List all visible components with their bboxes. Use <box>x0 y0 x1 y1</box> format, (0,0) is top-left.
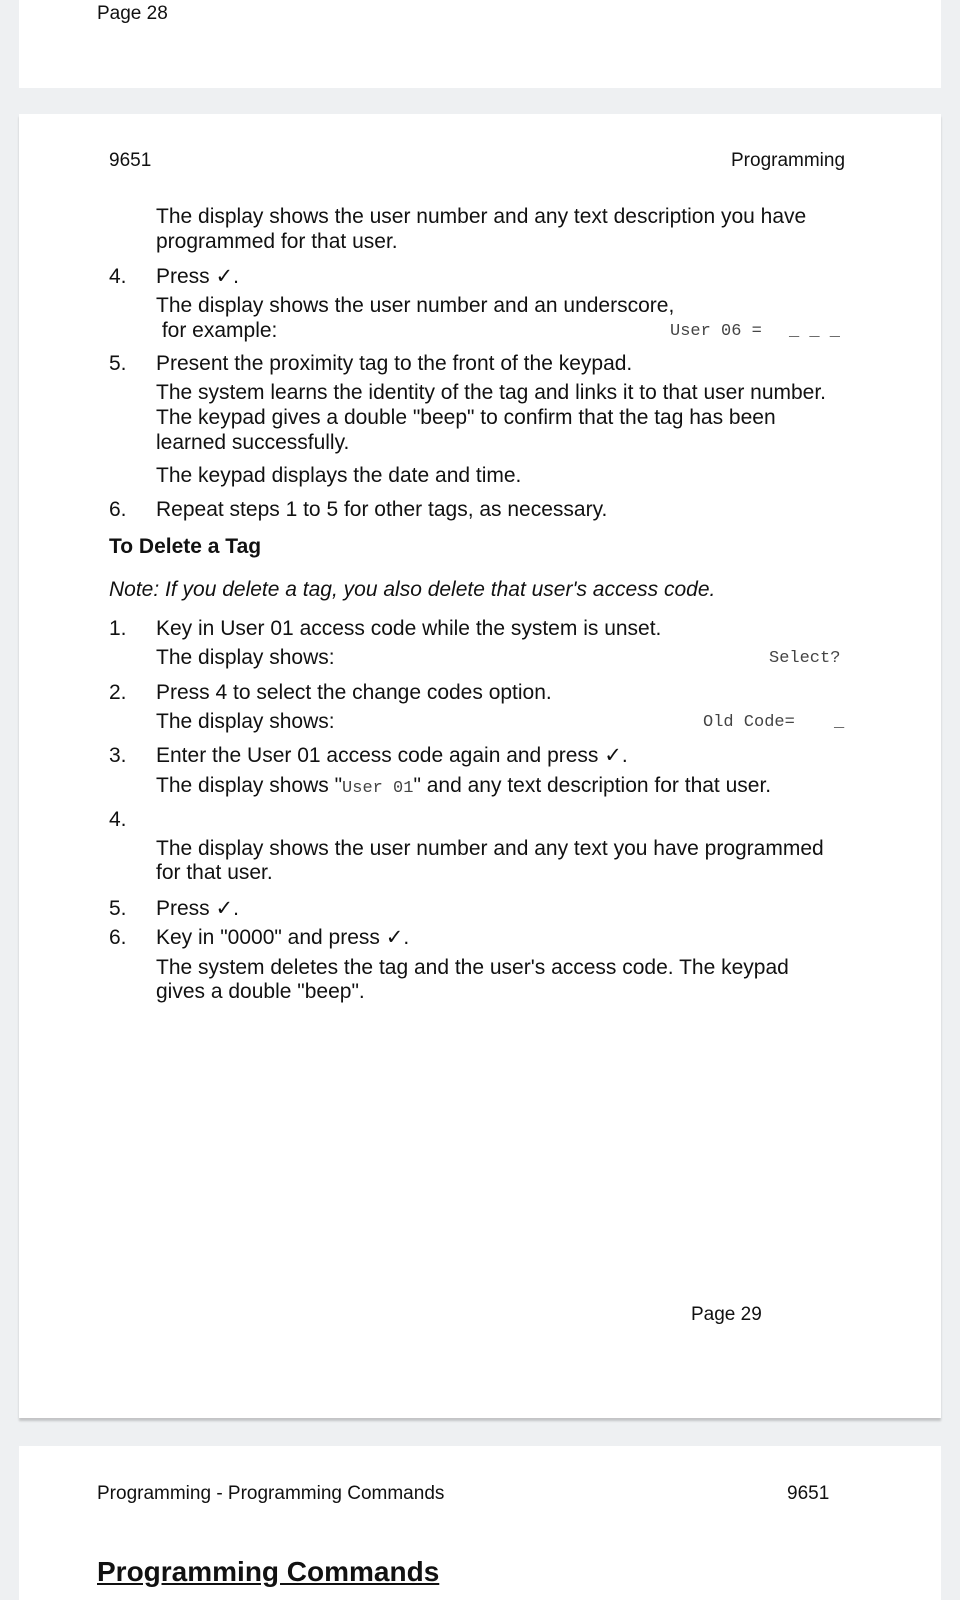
delete-step-4-desc-1: The display shows the user number and any text you have programmed <box>156 837 824 860</box>
lcd-display-user06: User 06 = <box>670 322 762 341</box>
page-30-fragment <box>19 1446 941 1600</box>
page-number: Page 29 <box>691 1304 762 1325</box>
lcd-display-blank: _ <box>834 713 845 732</box>
step-number: 6. <box>109 498 127 521</box>
step-number: 3. <box>109 744 127 767</box>
inline-lcd-code: User 01 <box>342 779 414 798</box>
header-section: Programming - Programming Commands <box>97 1483 445 1504</box>
delete-step-2-desc: The display shows: <box>156 710 335 733</box>
step-number: 5. <box>109 897 127 920</box>
step-5-desc-4: The keypad displays the date and time. <box>156 464 522 487</box>
step-5-desc-2: The keypad gives a double "beep" to confirm that the tag has been <box>156 406 776 429</box>
step-number: 6. <box>109 926 127 949</box>
header-doc-number: 9651 <box>787 1483 830 1504</box>
step-number: 2. <box>109 681 127 704</box>
delete-step-3-desc <box>156 773 771 801</box>
note: Note: If you delete a tag, you also delete that user's access code. <box>109 578 716 601</box>
step-number: 4. <box>109 265 127 288</box>
page-29 <box>19 114 941 1418</box>
delete-step-4-desc-2: for that user. <box>156 861 273 884</box>
delete-step-6-text: Key in "0000" and press ✓. <box>156 926 410 949</box>
step-number: 1. <box>109 617 127 640</box>
intro-line-1: The display shows the user number and any text description you have <box>156 205 807 228</box>
page-title: Programming Commands <box>97 1556 440 1587</box>
step-4-text: Press ✓. <box>156 265 239 288</box>
header-section: Programming <box>731 150 846 171</box>
step-4-desc-1: The display shows the user number and an underscore, <box>156 294 675 317</box>
section-heading: To Delete a Tag <box>109 535 262 558</box>
step-6-text: Repeat steps 1 to 5 for other tags, as necessary. <box>156 498 608 521</box>
delete-step-1-desc: The display shows: <box>156 646 335 669</box>
desc-suffix: " and any text description for that user. <box>413 774 772 797</box>
delete-step-2-text: Press 4 to select the change codes option. <box>156 681 552 704</box>
step-5-desc-1: The system learns the identity of the tag and links it to that user number. <box>156 381 827 404</box>
delete-step-6-desc-1: The system deletes the tag and the user's access code. The keypad <box>156 956 789 979</box>
lcd-display-blank: _ _ _ <box>789 322 841 341</box>
step-number: 4. <box>109 808 127 831</box>
delete-step-3-text: Enter the User 01 access code again and press ✓. <box>156 744 628 767</box>
lcd-display-old-code: Old Code= <box>703 713 795 732</box>
intro-line-2: programmed for that user. <box>156 230 398 253</box>
delete-step-5-text: Press ✓. <box>156 897 239 920</box>
delete-step-1-text: Key in User 01 access code while the system is unset. <box>156 617 662 640</box>
delete-step-6-desc-2: gives a double "beep". <box>156 980 365 1003</box>
step-5-text: Present the proximity tag to the front of the keypad. <box>156 352 633 375</box>
page-28-fragment <box>19 0 941 88</box>
lcd-display-select: Select? <box>769 649 841 668</box>
step-5-desc-3: learned successfully. <box>156 431 350 454</box>
header-doc-number: 9651 <box>109 150 152 171</box>
page-number: Page 28 <box>97 3 168 24</box>
step-4-desc-2: for example: <box>156 319 278 342</box>
desc-prefix: The display shows " <box>156 774 343 797</box>
step-number: 5. <box>109 352 127 375</box>
